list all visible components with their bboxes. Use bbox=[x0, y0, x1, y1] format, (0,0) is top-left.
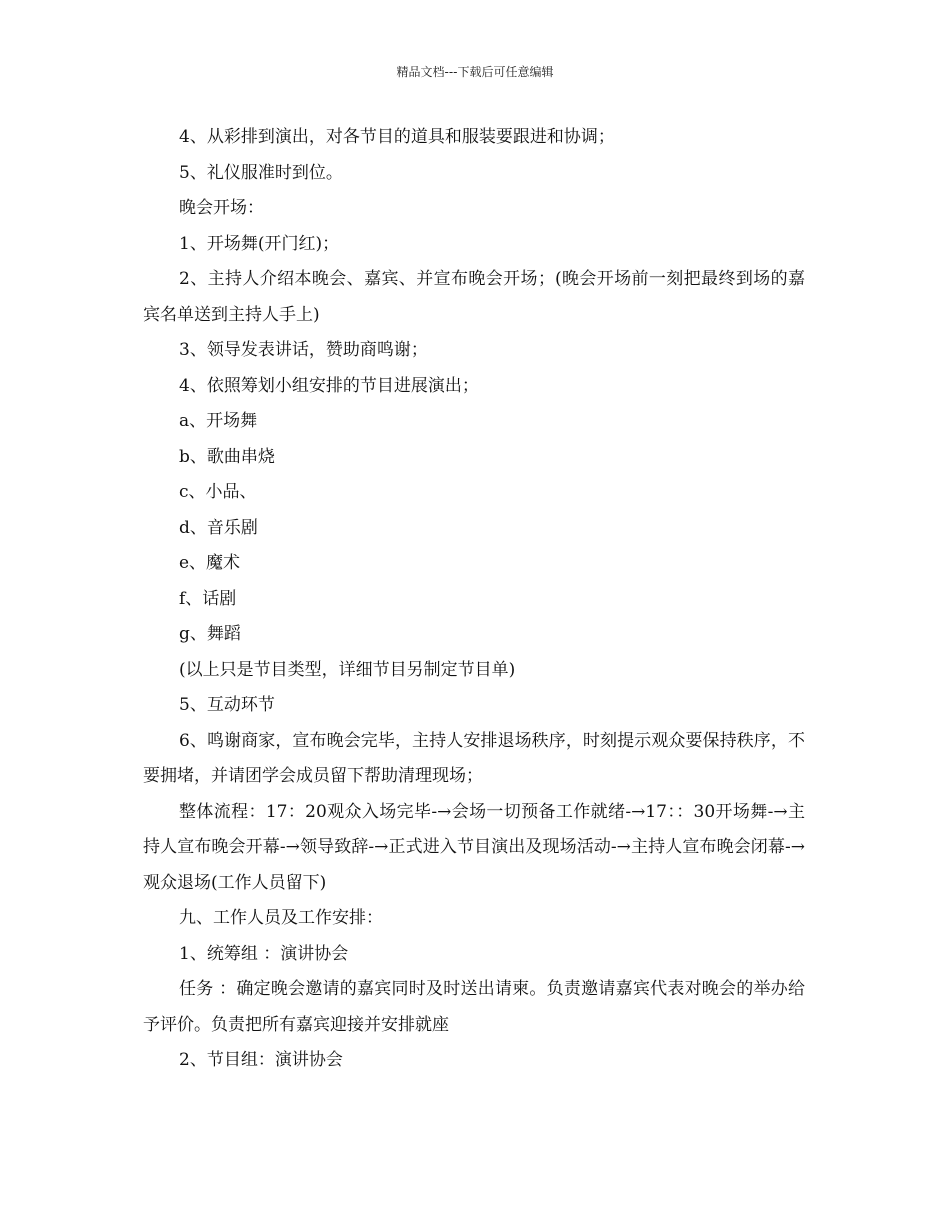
paragraph: b、歌曲串烧 bbox=[179, 446, 275, 467]
document-body bbox=[143, 120, 805, 1079]
paragraph: 5、互动环节 bbox=[179, 695, 275, 715]
paragraph: 2、主持人介绍本晚会、嘉宾、并宣布晚会开场；(晚会开场前一刻把最终到场的嘉宾名单送到主持人手上) bbox=[143, 269, 805, 325]
paragraph: d、音乐剧 bbox=[179, 517, 258, 538]
page-header: 精品文档---下载后可任意编辑 bbox=[396, 65, 554, 79]
paragraph: e、魔术 bbox=[179, 553, 241, 573]
paragraph: 九、工作人员及工作安排： bbox=[179, 908, 383, 928]
paragraph: f、话剧 bbox=[179, 588, 237, 609]
paragraph: 晚会开场： bbox=[179, 198, 264, 218]
paragraph: 2、节目组：演讲协会 bbox=[179, 1050, 343, 1070]
paragraph: 任务 ：确定晚会邀请的嘉宾同时及时送出请柬。负责邀请嘉宾代表对晚会的举办给予评价。负责把所有嘉宾迎接并安排就座 bbox=[143, 979, 805, 1035]
paragraph: 6、鸣谢商家，宣布晚会完毕，主持人安排退场秩序，时刻提示观众要保持秩序，不要拥堵，并请团学会成员留下帮助清理现场； bbox=[143, 730, 805, 786]
paragraph: g、舞蹈 bbox=[179, 624, 241, 644]
paragraph: 1、统筹组 ：演讲协会 bbox=[179, 943, 349, 964]
paragraph: 3、领导发表讲话，赞助商鸣谢； bbox=[179, 340, 428, 360]
paragraph: 整体流程：17：20观众入场完毕-→会场一切预备工作就绪-→17：：30开场舞-→主持人宣布晚会开幕-→领导致辞-→正式进入节目演出及现场活动-→主持人宣布晚会闭幕-→观众退场(工作人员留下) bbox=[143, 801, 805, 893]
paragraph: 1、开场舞(开门红)； bbox=[179, 233, 340, 254]
paragraph: (以上只是节目类型，详细节目另制定节目单) bbox=[179, 659, 516, 680]
paragraph: 4、从彩排到演出，对各节目的道具和服装要跟进和协调； bbox=[179, 127, 615, 147]
paragraph: 4、依照筹划小组安排的节目进展演出； bbox=[179, 375, 479, 396]
paragraph: a、开场舞 bbox=[179, 411, 258, 431]
paragraph: 5、礼仪服准时到位。 bbox=[179, 162, 343, 183]
paragraph: c、小品、 bbox=[179, 482, 257, 502]
